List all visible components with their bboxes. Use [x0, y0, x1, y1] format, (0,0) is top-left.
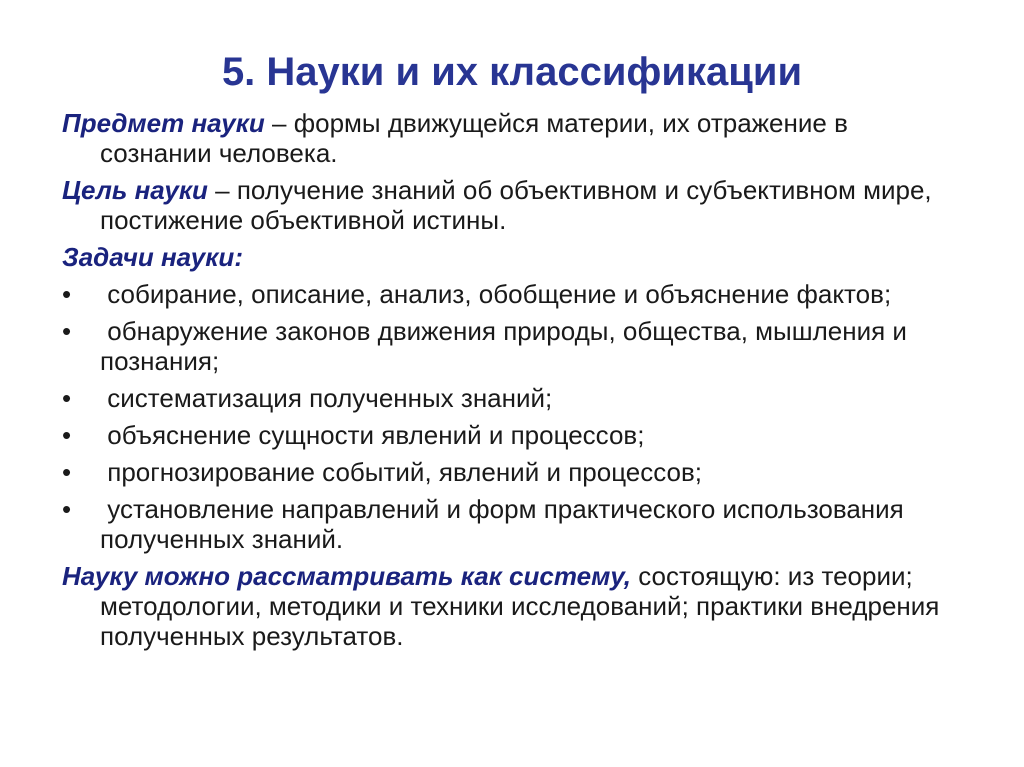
bullet-icon: •	[62, 316, 72, 346]
system-text: состоящую: из теории; методологии, методики и техники исследований; практики внедрения полученных результатов.	[100, 561, 940, 651]
list-item-text: систематизация полученных знаний;	[107, 383, 553, 413]
subject-term: Предмет науки	[62, 108, 265, 138]
list-item	[62, 494, 962, 554]
list-item-text: обнаружение законов движения природы, общества, мышления и познания;	[100, 316, 907, 376]
goal-text: – получение знаний об объективном и субъективном мире, постижение объективной истины.	[100, 175, 932, 235]
tasks-heading-paragraph	[62, 242, 962, 272]
goal-paragraph	[62, 175, 962, 235]
slide-title: 5. Науки и их классификации	[221, 50, 803, 94]
list-item-text: объяснение сущности явлений и процессов;	[107, 420, 645, 450]
bullet-icon: •	[62, 457, 72, 487]
list-item	[62, 279, 962, 309]
list-item-text: прогнозирование событий, явлений и процессов;	[107, 457, 703, 487]
subject-text: – формы движущейся материи, их отражение в сознании человека.	[100, 108, 848, 168]
list-item-text: собирание, описание, анализ, обобщение и объяснение фактов;	[107, 279, 892, 309]
system-paragraph	[62, 561, 962, 651]
list-item	[62, 420, 962, 450]
tasks-list	[62, 279, 962, 554]
bullet-icon: •	[62, 494, 72, 524]
goal-term: Цель науки	[62, 175, 208, 205]
bullet-icon: •	[62, 383, 72, 413]
tasks-heading: Задачи науки:	[62, 242, 243, 272]
subject-paragraph	[62, 108, 962, 168]
list-item	[62, 457, 962, 487]
list-item	[62, 316, 962, 376]
list-item-text: установление направлений и форм практического использования полученных знаний.	[100, 494, 904, 554]
system-term: Науку можно рассматривать как систему,	[62, 561, 632, 591]
list-item	[62, 383, 962, 413]
slide-content	[62, 108, 962, 658]
bullet-icon: •	[62, 420, 72, 450]
bullet-icon: •	[62, 279, 72, 309]
